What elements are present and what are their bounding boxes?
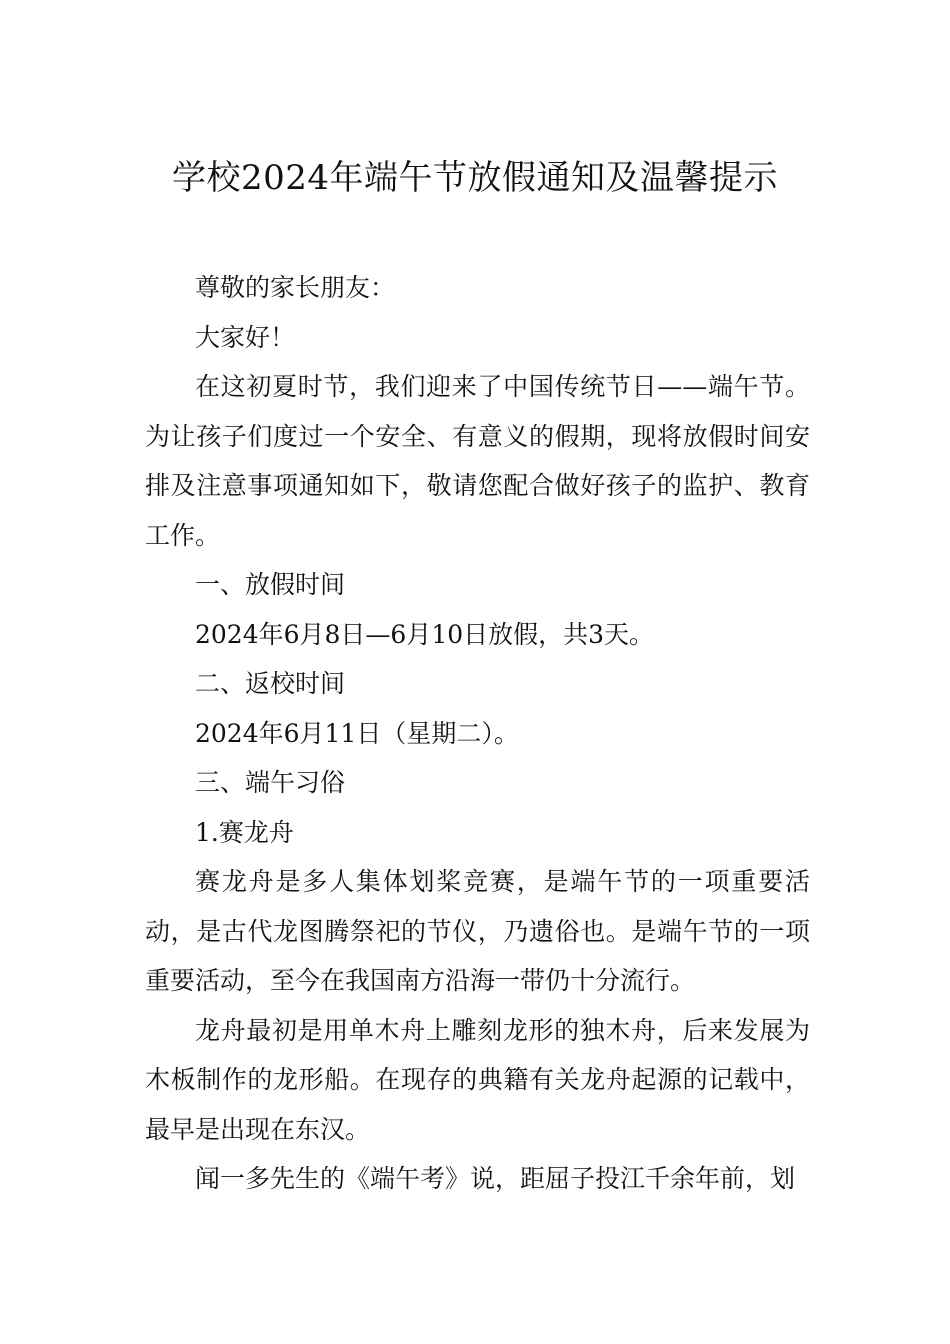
intro-paragraph: 在这初夏时节，我们迎来了中国传统节日——端午节。为让孩子们度过一个安全、有意义的假期，现将放假时间安排及注意事项通知如下，敬请您配合做好孩子的监护、教育工作。 <box>145 372 810 550</box>
dragon-boat-paragraph-3: 闻一多先生的《端午考》说，距屈子投江千余年前，划 <box>195 1164 796 1193</box>
holiday-time-paragraph: 2024年6月8日—6月10日放假，共3天。 <box>195 619 655 649</box>
return-time-paragraph: 2024年6月11日（星期二）。 <box>195 718 519 748</box>
document-title: 学校2024年端午节放假通知及温馨提示 <box>171 158 779 198</box>
document-body <box>145 263 810 1204</box>
subheading-dragon-boat: 1.赛龙舟 <box>195 817 294 847</box>
greeting: 大家好！ <box>195 322 296 352</box>
section-heading-return-time: 二、返校时间 <box>195 669 346 698</box>
section-heading-holiday-time: 一、放假时间 <box>195 570 346 599</box>
dragon-boat-paragraph-2: 龙舟最初是用单木舟上雕刻龙形的独木舟，后来发展为木板制作的龙形船。在现存的典籍有关龙舟起源的记载中，最早是出现在东汉。 <box>145 1015 810 1144</box>
dragon-boat-paragraph-1: 赛龙舟是多人集体划桨竞赛，是端午节的一项重要活动，是古代龙图腾祭祀的节仪，乃遗俗也。是端午节的一项重要活动，至今在我国南方沿海一带仍十分流行。 <box>145 867 810 995</box>
salutation: 尊敬的家长朋友： <box>195 273 396 302</box>
section-heading-customs: 三、端午习俗 <box>195 768 346 797</box>
